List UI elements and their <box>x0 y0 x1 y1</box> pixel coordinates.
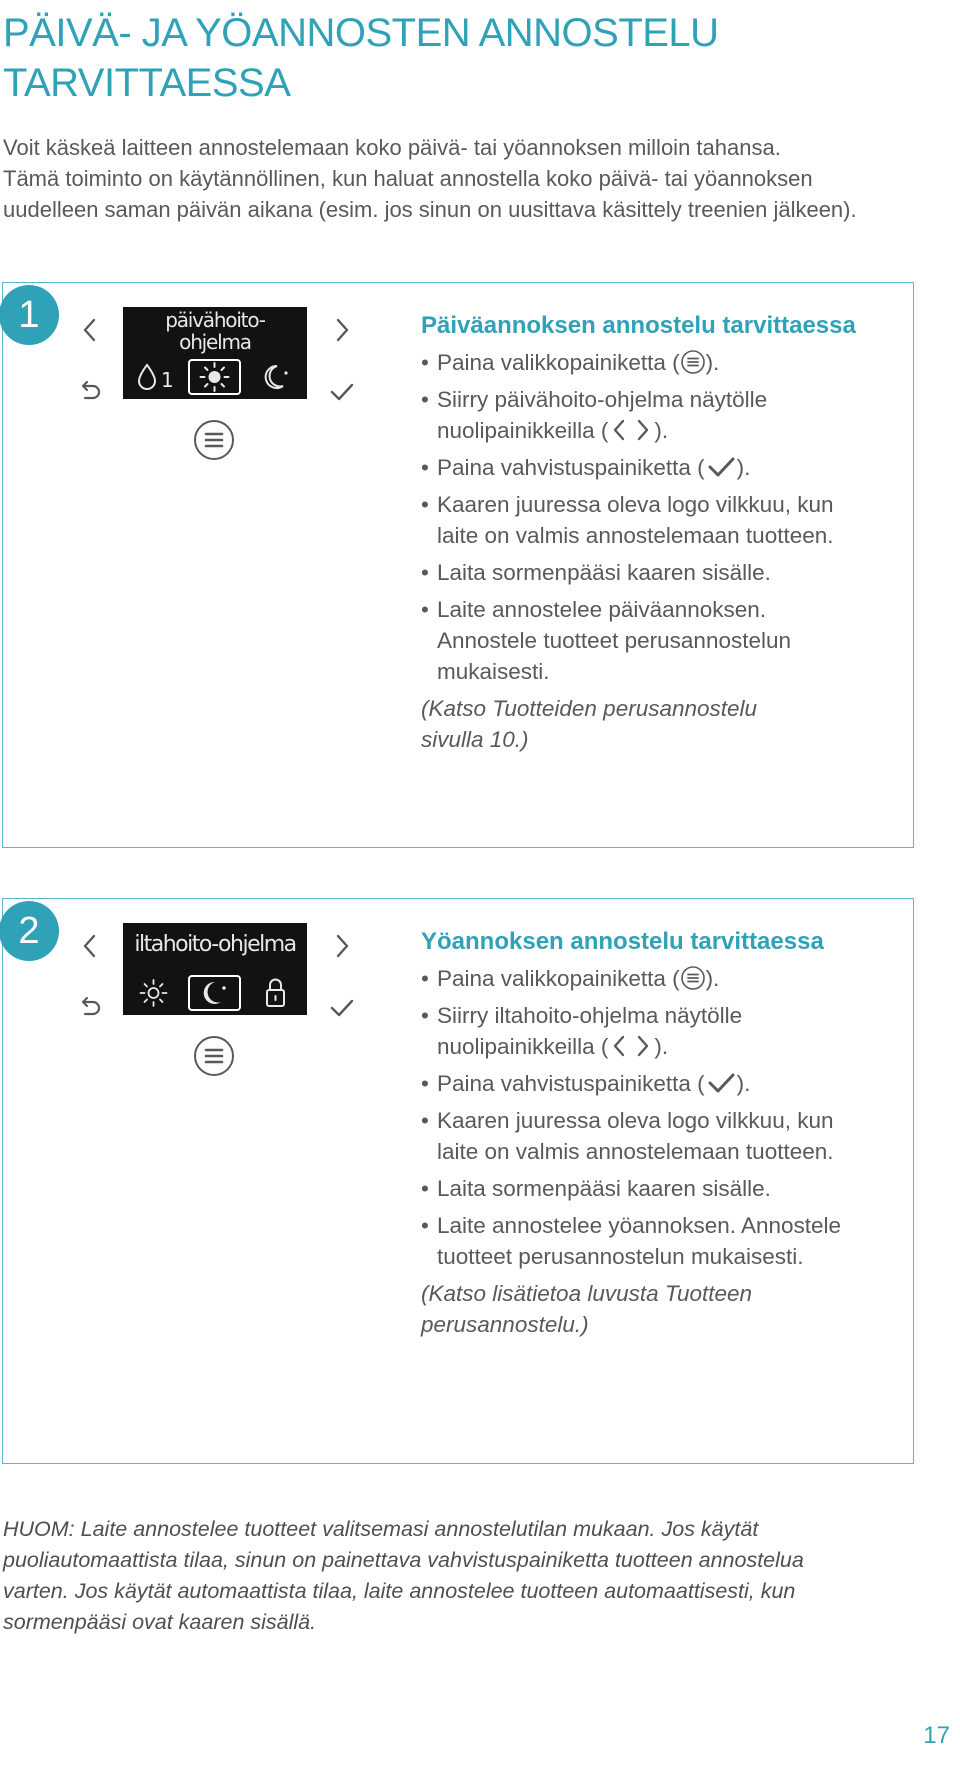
step-instructions <box>421 309 901 755</box>
device-screen <box>123 923 307 1015</box>
checkmark-icon <box>705 454 737 480</box>
page-title <box>3 8 719 108</box>
page-reference-line: (Katso lisätietoa luvusta Tuotteen <box>421 1281 753 1306</box>
note-line: sormenpääsi ovat kaaren sisällä. <box>3 1610 317 1634</box>
screen-mode-icons <box>123 355 307 399</box>
list-item <box>421 1068 901 1099</box>
list-item-text: ). <box>736 1071 751 1096</box>
step-number: 2 <box>18 910 40 952</box>
drop-count: 1 <box>161 368 174 392</box>
list-item-text: Paina vahvistuspainiketta ( <box>437 455 705 480</box>
drop-icon <box>123 355 184 399</box>
list-item <box>421 1000 901 1062</box>
page-reference-line: perusannostelu.) <box>421 1312 589 1337</box>
chevron-right-icon <box>327 931 357 961</box>
checkmark-icon <box>327 377 357 407</box>
menu-icon <box>680 349 706 375</box>
list-item-line: • Laita sormenpääsi kaaren sisälle. <box>437 560 771 585</box>
chevron-left-icon <box>75 315 105 345</box>
list-item <box>421 384 901 446</box>
note-line: HUOM: Laite annostelee tuotteet valitsemasi annostelutilan mukaan. Jos käytät <box>3 1517 759 1541</box>
list-item-text: ). <box>654 418 669 443</box>
list-item-line: • Siirry iltahoito-ohjelma näytölle <box>437 1003 743 1028</box>
screen-label-line: iltahoito-ohjelma <box>134 932 296 957</box>
list-item-line <box>437 415 901 446</box>
page-reference <box>421 1278 901 1340</box>
chevron-left-icon <box>75 931 105 961</box>
intro-paragraph <box>3 132 933 225</box>
list-item <box>421 963 901 994</box>
step-1-panel <box>2 282 914 848</box>
list-item <box>421 452 901 483</box>
intro-line: uudelleen saman päivän aikana (esim. jos sinun on uusittava käsittely treenien jälkeen). <box>3 197 857 222</box>
list-item-line <box>437 1031 901 1062</box>
list-item-line <box>437 452 901 483</box>
sun-icon <box>184 355 245 399</box>
list-item-text: Paina valikkopainiketta ( <box>437 966 680 991</box>
screen-mode-icons <box>123 971 307 1015</box>
list-item-line: • Kaaren juuressa oleva logo vilkkuu, kun <box>437 492 834 517</box>
step-2-panel <box>2 898 914 1464</box>
list-item-line <box>437 963 901 994</box>
list-item-line: • Laite annostelee päiväannoksen. <box>437 597 767 622</box>
screen-label <box>123 934 307 956</box>
list-item-line: laite on valmis annostelemaan tuotteen. <box>437 1139 834 1164</box>
list-item-line: tuotteet perusannostelun mukaisesti. <box>437 1244 804 1269</box>
intro-line: Voit käskeä laitteen annostelemaan koko päivä- tai yöannoksen milloin tahansa. <box>3 135 781 160</box>
list-item-line: laite on valmis annostelemaan tuotteen. <box>437 523 834 548</box>
list-item-line: mukaisesti. <box>437 659 550 684</box>
note-line: varten. Jos käytät automaattista tilaa, laite annostelee tuotteen automaattisesti, kun <box>3 1579 796 1603</box>
menu-icon <box>191 417 237 463</box>
list-item <box>421 557 901 588</box>
sun-icon <box>123 971 184 1015</box>
list-item-text: Paina valikkopainiketta ( <box>437 350 680 375</box>
list-item <box>421 1210 901 1272</box>
menu-icon <box>680 965 706 991</box>
list-item-line <box>437 347 901 378</box>
chevron-right-icon <box>327 315 357 345</box>
step-number: 1 <box>18 294 40 336</box>
arrow-buttons-icon <box>608 417 654 443</box>
back-arrow-icon <box>75 377 105 407</box>
screen-label-line: päivähoito- <box>165 308 265 332</box>
list-item <box>421 347 901 378</box>
list-item-line <box>437 1068 901 1099</box>
moon-icon <box>184 971 245 1015</box>
page-reference-line: (Katso Tuotteiden perusannostelu <box>421 696 758 721</box>
list-item <box>421 489 901 551</box>
menu-icon <box>191 1033 237 1079</box>
page-reference-line: sivulla 10.) <box>421 727 529 752</box>
checkmark-icon <box>705 1070 737 1096</box>
back-arrow-icon <box>75 993 105 1023</box>
instruction-list <box>421 347 901 687</box>
arrow-buttons-icon <box>608 1033 654 1059</box>
list-item <box>421 1105 901 1167</box>
list-item-text: Paina vahvistuspainiketta ( <box>437 1071 705 1096</box>
lock-icon <box>245 971 306 1015</box>
checkmark-icon <box>327 993 357 1023</box>
page-number: 17 <box>923 1722 950 1749</box>
list-item-line: • Siirry päivähoito-ohjelma näytölle <box>437 387 768 412</box>
list-item-text: nuolipainikkeilla ( <box>437 1034 609 1059</box>
step-instructions <box>421 925 901 1340</box>
page-reference <box>421 693 901 755</box>
step-number-badge <box>0 901 59 961</box>
list-item-text: ). <box>654 1034 669 1059</box>
list-item-line: • Kaaren juuressa oleva logo vilkkuu, kun <box>437 1108 834 1133</box>
screen-label <box>123 309 307 353</box>
list-item <box>421 1173 901 1204</box>
instruction-list <box>421 963 901 1272</box>
list-item-text: ). <box>736 455 751 480</box>
list-item-line: Annostele tuotteet perusannostelun <box>437 628 792 653</box>
list-item-line: • Laite annostelee yöannoksen. Annostele <box>437 1213 842 1238</box>
page-title-line: PÄIVÄ- JA YÖANNOSTEN ANNOSTELU <box>3 11 719 55</box>
screen-label-line: ohjelma <box>179 330 251 354</box>
list-item-text: ). <box>705 966 720 991</box>
step-number-badge <box>0 285 59 345</box>
list-item <box>421 594 901 687</box>
list-item-line: • Laita sormenpääsi kaaren sisälle. <box>437 1176 771 1201</box>
page-title-line: TARVITTAESSA <box>3 61 291 105</box>
list-item-text: nuolipainikkeilla ( <box>437 418 609 443</box>
section-heading: Päiväannoksen annostelu tarvittaessa <box>421 312 856 339</box>
list-item-text: ). <box>705 350 720 375</box>
device-screen <box>123 307 307 399</box>
note-line: puoliautomaattista tilaa, sinun on painettava vahvistuspainiketta tuotteen annostelua <box>3 1548 804 1572</box>
moon-icon <box>245 355 306 399</box>
intro-line: Tämä toiminto on käytännöllinen, kun haluat annostella koko päivä- tai yöannoksen <box>3 166 813 191</box>
section-heading: Yöannoksen annostelu tarvittaessa <box>421 928 824 955</box>
note-paragraph <box>3 1514 921 1638</box>
